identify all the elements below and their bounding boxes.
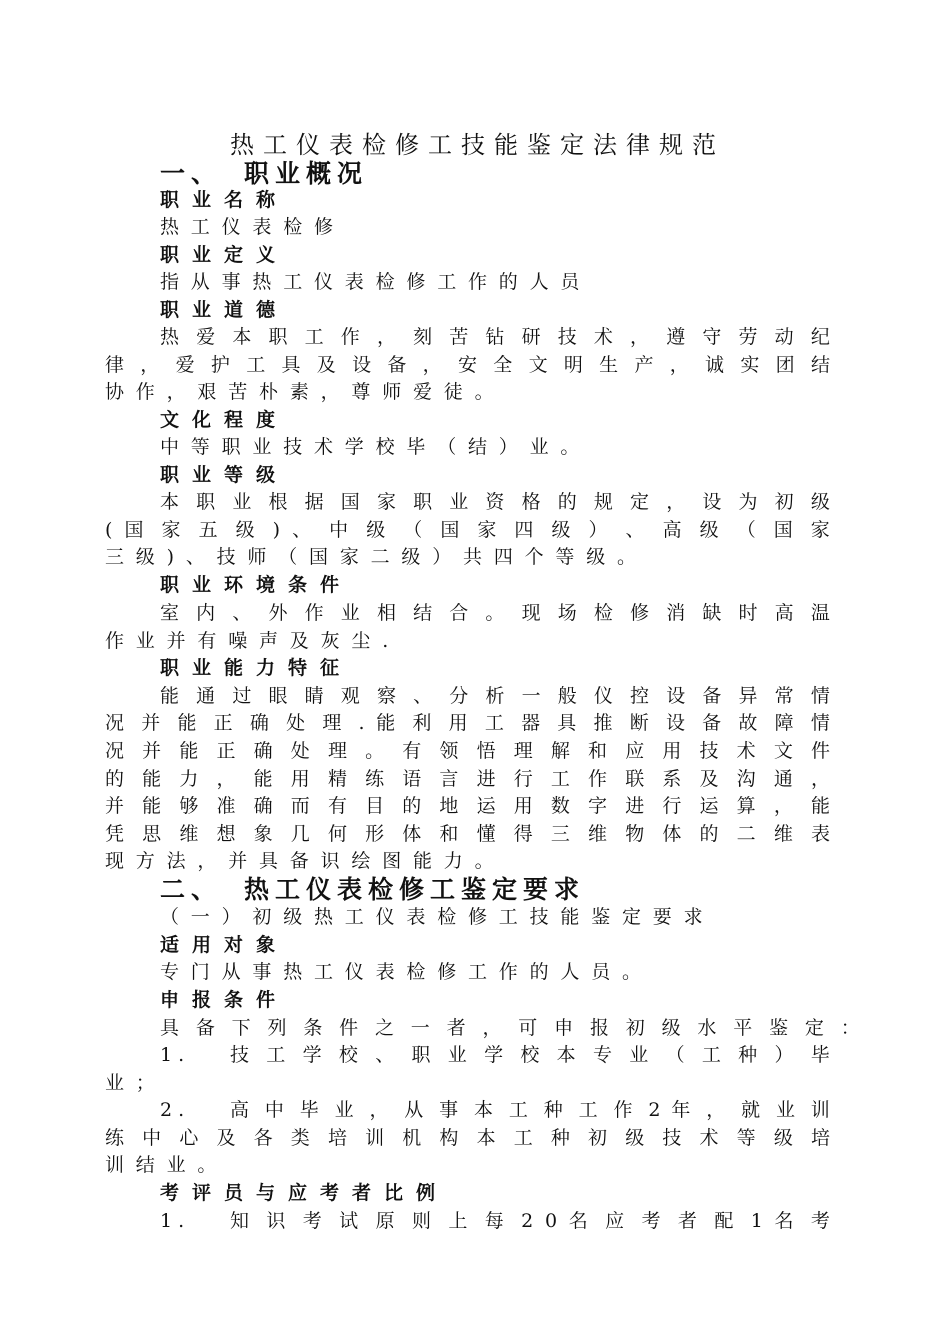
heading-education: 文化程度 (160, 409, 289, 431)
heading-environment: 职业环境条件 (160, 574, 353, 596)
text-education: 中等职业技术学校毕（结）业。 (160, 436, 592, 458)
paragraph-line: 作业并有噪声及灰尘. (105, 630, 401, 652)
paragraph-line: 律 ， 爱 护 工 具 及 设 备 ， 安 全 文 明 生 产 ， 诚 实 团 结 (105, 354, 830, 376)
heading-ethics: 职业道德 (160, 299, 289, 321)
paragraph-line: 现方法，并具备识绘图能力。 (105, 850, 506, 872)
section-heading-2 (160, 874, 585, 906)
paragraph-line: 况 并 能 正 确 处 理 . 能 利 用 工 器 具 推 断 设 备 故 障 情 (105, 712, 830, 734)
heading-occupation-name: 职业名称 (160, 189, 289, 211)
heading-levels: 职业等级 (160, 464, 289, 486)
list-number: 1. (160, 1210, 191, 1232)
paragraph-line: 练 中 心 及 各 类 培 训 机 构 本 工 种 初 级 技 术 等 级 培 (105, 1127, 830, 1149)
paragraph-line: 技 工 学 校 、 职 业 学 校 本 专 业 （ 工 种 ） 毕 (230, 1044, 830, 1066)
heading-ability: 职业能力特征 (160, 657, 353, 679)
section-number: 二、 (160, 875, 223, 904)
paragraph-line: 并 能 够 准 确 而 有 目 的 地 运 用 数 字 进 行 运 算 ， 能 (105, 795, 830, 817)
heading-ratio: 考评员与应考者比例 (160, 1182, 449, 1204)
heading-applicable: 适用对象 (160, 934, 289, 956)
text-occupation-name: 热工仪表检修 (160, 216, 345, 238)
paragraph-line: 协作，艰苦朴素，尊师爱徒。 (105, 381, 506, 403)
text-occupation-def: 指从事热工仪表检修工作的人员 (160, 271, 592, 293)
section-heading-1 (160, 158, 368, 190)
paragraph-line: 知 识 考 试 原 则 上 每 2 0 名 应 考 者 配 1 名 考 (230, 1210, 830, 1232)
list-item (160, 1208, 830, 1235)
paragraph-line: 凭 思 维 想 象 几 何 形 体 和 懂 得 三 维 物 体 的 二 维 表 (105, 823, 830, 845)
subsection-heading: （一）初级热工仪表检修工技能鉴定要求 (160, 906, 715, 928)
paragraph-line: 三级)、技师（国家二级）共四个等级。 (105, 546, 648, 568)
paragraph-line: 业； (105, 1072, 167, 1094)
heading-occupation-def: 职业定义 (160, 244, 289, 266)
paragraph-line: 本 职 业 根 据 国 家 职 业 资 格 的 规 定 ， 设 为 初 级 (160, 491, 830, 513)
list-item (160, 1042, 830, 1069)
paragraph-line: 能 通 过 眼 睛 观 察 、 分 析 一 般 仪 控 设 备 异 常 情 (160, 685, 830, 707)
paragraph-line: 况 并 能 正 确 处 理 。 有 领 悟 理 解 和 应 用 技 术 文 件 (105, 740, 830, 762)
paragraph-line: 训结业。 (105, 1154, 229, 1176)
list-item (160, 1097, 830, 1124)
paragraph-line: 高 中 毕 业 ， 从 事 本 工 种 工 作 2 年 ， 就 业 训 (230, 1099, 830, 1121)
section-title: 热工仪表检修工鉴定要求 (244, 875, 586, 904)
paragraph-line: 室 内 、 外 作 业 相 结 合 。 现 场 检 修 消 缺 时 高 温 (160, 602, 830, 624)
heading-apply: 申报条件 (160, 989, 289, 1011)
document-title: 热工仪表检修工技能鉴定法律规范 (230, 131, 725, 159)
paragraph-line: 的 能 力 ， 能 用 精 练 语 言 进 行 工 作 联 系 及 沟 通 ， (105, 768, 830, 790)
section-title: 职业概况 (244, 159, 369, 188)
paragraph-line: ( 国 家 五 级 ) 、 中 级 （ 国 家 四 级 ） 、 高 级 （ 国 家 (105, 519, 830, 541)
list-number: 1. (160, 1044, 191, 1066)
section-number: 一、 (160, 159, 223, 188)
paragraph-line: 热 爱 本 职 工 作 ， 刻 苦 钻 研 技 术 ， 遵 守 劳 动 纪 (160, 326, 830, 348)
list-number: 2. (160, 1099, 191, 1121)
text-applicable: 专门从事热工仪表检修工作的人员。 (160, 961, 653, 983)
paragraph-line: 具 备 下 列 条 件 之 一 者 ， 可 申 报 初 级 水 平 鉴 定 ： (160, 1017, 860, 1039)
